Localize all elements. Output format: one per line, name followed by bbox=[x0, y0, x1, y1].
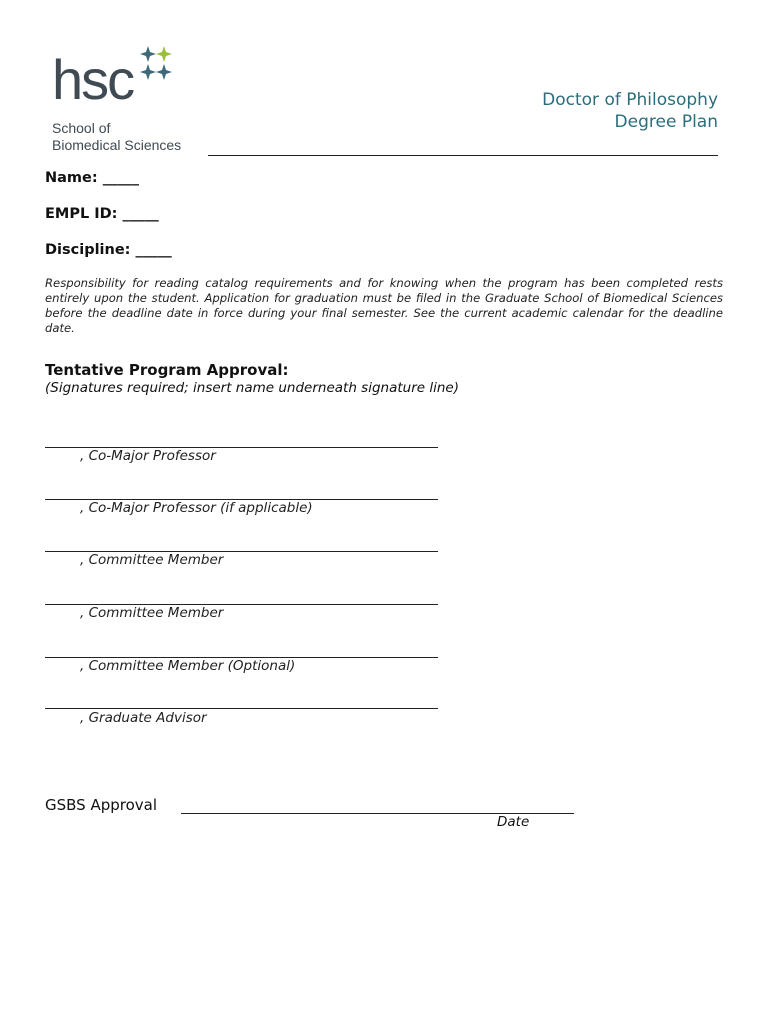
signature-line-graduate-advisor[interactable] bbox=[45, 708, 438, 709]
approval-title: Tentative Program Approval: bbox=[45, 361, 289, 379]
logo-subtitle bbox=[52, 120, 181, 154]
signature-label-graduate-advisor: , Graduate Advisor bbox=[80, 710, 207, 726]
discipline-label: Discipline: bbox=[45, 242, 131, 258]
discipline-blank[interactable]: _____ bbox=[135, 242, 172, 258]
header-rule bbox=[208, 155, 718, 156]
sparkle-stars-icon bbox=[138, 44, 178, 84]
gsbs-approval-label: GSBS Approval bbox=[45, 796, 158, 814]
empl-id-field[interactable] bbox=[45, 206, 159, 222]
title-line2: Degree Plan bbox=[614, 112, 718, 132]
date-label: Date bbox=[497, 814, 530, 830]
name-label: Name: bbox=[45, 170, 98, 186]
name-field[interactable] bbox=[45, 170, 139, 186]
signature-label-co-major-1: , Co-Major Professor bbox=[80, 448, 216, 464]
empl-id-blank[interactable]: _____ bbox=[122, 206, 159, 222]
title-line1: Doctor of Philosophy bbox=[542, 90, 718, 110]
name-blank[interactable]: _____ bbox=[102, 170, 139, 186]
signature-label-committee-1: , Committee Member bbox=[80, 552, 224, 568]
responsibility-notice: Responsibility for reading catalog requirements and for knowing when the program has been completed rests entirely upon the student. Application for graduation must be filed in the Graduate School of Biomedical Sciences before the deadline date in force during your final semester. See the current academic calendar for the deadline date. bbox=[45, 276, 723, 335]
signature-label-co-major-2: , Co-Major Professor (if applicable) bbox=[80, 500, 313, 516]
logo-wordmark: hsc bbox=[52, 48, 134, 111]
empl-id-label: EMPL ID: bbox=[45, 206, 118, 222]
approval-note: (Signatures required; insert name underneath signature line) bbox=[45, 380, 459, 396]
discipline-field[interactable] bbox=[45, 242, 172, 258]
logo-sub-line2: Biomedical Sciences bbox=[52, 137, 182, 153]
document-title bbox=[542, 89, 718, 133]
signature-label-committee-optional: , Committee Member (Optional) bbox=[80, 658, 296, 674]
logo-sub-line1: School of bbox=[52, 120, 111, 136]
signature-label-committee-2: , Committee Member bbox=[80, 605, 224, 621]
